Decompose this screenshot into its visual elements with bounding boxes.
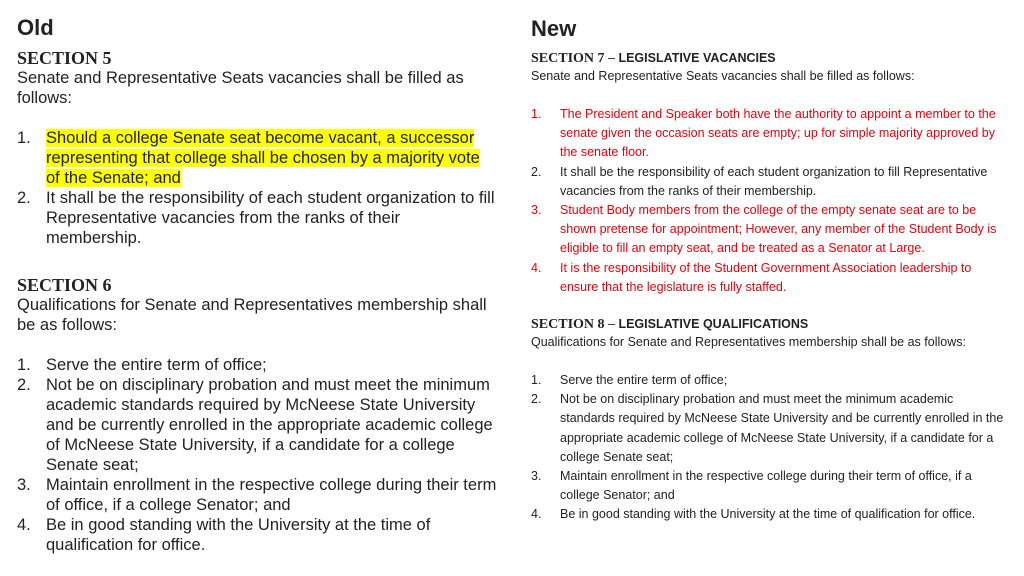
section-6-title: SECTION 6 bbox=[17, 275, 112, 295]
section-5-intro: Senate and Representative Seats vacancies shall be filled as follows: bbox=[17, 69, 464, 107]
section-6-list bbox=[17, 355, 497, 555]
list-item: 2. It shall be the responsibility of each student organization to fill Representative vacancies from the ranks of their membership. bbox=[17, 189, 495, 247]
list-item: 1. The President and Speaker both have the authority to appoint a member to the senate given the occasion seats are empty; up for simple majority approved by the senate floor. bbox=[531, 107, 996, 160]
section-5-title: SECTION 5 bbox=[17, 48, 112, 68]
new-column bbox=[531, 0, 1011, 525]
section-6-intro: Qualifications for Senate and Representatives membership shall be as follows: bbox=[17, 296, 487, 334]
section-7-list bbox=[531, 105, 1011, 297]
old-column bbox=[17, 0, 497, 555]
section-8-title: SECTION 8 – LEGISLATIVE QUALIFICATIONS bbox=[531, 317, 809, 333]
list-item: 1. Serve the entire term of office; bbox=[17, 356, 267, 374]
section-8-intro: Qualifications for Senate and Representatives membership shall be as follows: bbox=[531, 335, 966, 350]
list-item: 3. Maintain enrollment in the respective college during their term of office, if a college Senator; and bbox=[531, 469, 972, 503]
list-item: 3. Maintain enrollment in the respective college during their term of office, if a college Senator; and bbox=[17, 476, 497, 514]
highlighted-text: Should a college Senate seat become vacant, a successor representing that college shall be chosen by a majority vote of the Senate; and bbox=[46, 129, 480, 187]
section-8-list bbox=[531, 371, 1011, 525]
list-item: 4. Be in good standing with the University at the time of qualification for office. bbox=[17, 516, 431, 554]
list-item: 1. Serve the entire term of office; bbox=[531, 373, 728, 388]
list-item: 4. Be in good standing with the University at the time of qualification for office. bbox=[531, 507, 976, 522]
list-item: 2. Not be on disciplinary probation and must meet the minimum academic standards required by McNeese State University and be currently enrolled in the appropriate academic college of McNeese State University, if a candidate for a college Senate seat; bbox=[531, 392, 1004, 464]
section-7-intro: Senate and Representative Seats vacancies shall be filled as follows: bbox=[531, 69, 915, 83]
section-5-list bbox=[17, 128, 497, 248]
list-item: 4. It is the responsibility of the Student Government Association leadership to ensure that the legislature is fully staffed. bbox=[531, 260, 972, 294]
new-heading: New bbox=[531, 16, 577, 41]
list-item: 2. It shall be the responsibility of each student organization to fill Representative vacancies from the ranks of their membership. bbox=[531, 164, 988, 198]
list-item: 2. Not be on disciplinary probation and must meet the minimum academic standards required by McNeese State University and be currently enrolled in the appropriate academic college of McNeese State University, if a candidate for a college Senate seat; bbox=[17, 376, 493, 474]
section-7-title: SECTION 7 – LEGISLATIVE VACANCIES bbox=[531, 51, 776, 66]
list-item: 1. Should a college Senate seat become vacant, a successor representing that college shall be chosen by a majority vote of the Senate; and bbox=[17, 129, 480, 187]
old-heading: Old bbox=[17, 15, 54, 40]
list-item: 3. Student Body members from the college of the empty senate seat are to be shown pretense for appointment; However, any member of the Student Body is eligible to fill an empty seat, and be treated as a Senator at Large. bbox=[531, 203, 997, 256]
